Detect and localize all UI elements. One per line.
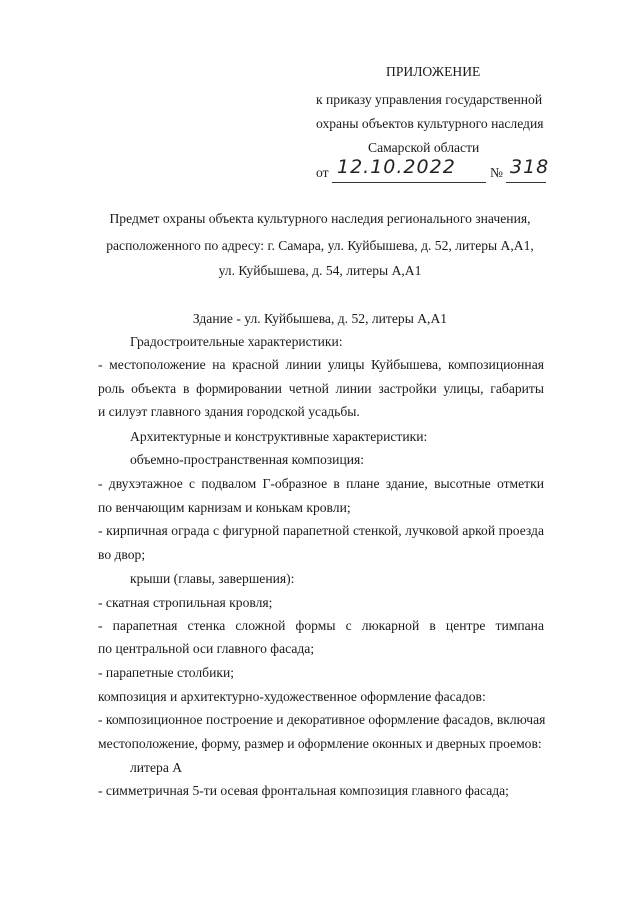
appendix-heading: ПРИЛОЖЕНИЕ [386, 64, 481, 79]
date-underline [332, 182, 486, 183]
number-handwritten: 318 [510, 156, 550, 178]
urban-text-line-3: и силуэт главного здания городской усадьбы. [98, 404, 360, 419]
urban-text-line-1: - местоположение на красной линии улицы Куйбышева, композиционная [98, 357, 544, 372]
litera-a-heading: литера А [130, 760, 183, 775]
urban-text-line-2: роль объекта в формировании четной линии застройки улицы, габариты [98, 381, 544, 396]
number-underline [506, 182, 546, 183]
order-line-3: Самарской области [368, 140, 480, 155]
building-heading: Здание - ул. Куйбышева, д. 52, литеры А,А1 [192, 311, 448, 326]
roofs-text-3: - парапетные столбики; [98, 665, 235, 680]
roofs-text-2-line-2: по центральной оси главного фасада; [98, 641, 315, 656]
spatial-heading: объемно-пространственная композиция: [130, 452, 365, 467]
urban-heading: Градостроительные характеристики: [130, 334, 343, 349]
roofs-text-1: - скатная стропильная кровля; [98, 595, 273, 610]
spatial-text-2-line-1: - кирпичная ограда с фигурной парапетной стенкой, лучковой аркой проезда [98, 523, 544, 538]
order-line-1: к приказу управления государственной [316, 92, 543, 107]
order-line-2: охраны объектов культурного наследия [316, 116, 544, 131]
title-line-1: Предмет охраны объекта культурного наследия регионального значения, [109, 211, 531, 226]
title-line-3: ул. Куйбышева, д. 54, литеры А,А1 [218, 263, 422, 278]
roofs-heading: крыши (главы, завершения): [130, 571, 295, 586]
title-line-2: расположенного по адресу: г. Самара, ул. Куйбышева, д. 52, литеры А,А1, [106, 238, 534, 253]
facade-text-1-line-2: местоположение, форму, размер и оформление оконных и дверных проемов: [98, 736, 542, 751]
date-prefix: от [316, 165, 329, 180]
spatial-text-2-line-2: во двор; [98, 547, 146, 562]
date-handwritten: 12.10.2022 [337, 156, 456, 178]
arch-heading: Архитектурные и конструктивные характеристики: [130, 429, 428, 444]
spatial-text-1-line-2: по венчающим карнизам и конькам кровли; [98, 500, 351, 515]
facade-text-1-line-1: - композиционное построение и декоративное оформление фасадов, включая [98, 712, 546, 727]
spatial-text-1-line-1: - двухэтажное с подвалом Г-образное в плане здание, высотные отметки [98, 476, 544, 491]
roofs-text-2-line-1: - парапетная стенка сложной формы с люкарной в центре тимпана [98, 618, 544, 633]
facade-text-2: - симметричная 5-ти осевая фронтальная композиция главного фасада; [98, 783, 509, 798]
number-prefix: № [490, 165, 503, 180]
facade-heading: композиция и архитектурно-художественное оформление фасадов: [98, 689, 486, 704]
